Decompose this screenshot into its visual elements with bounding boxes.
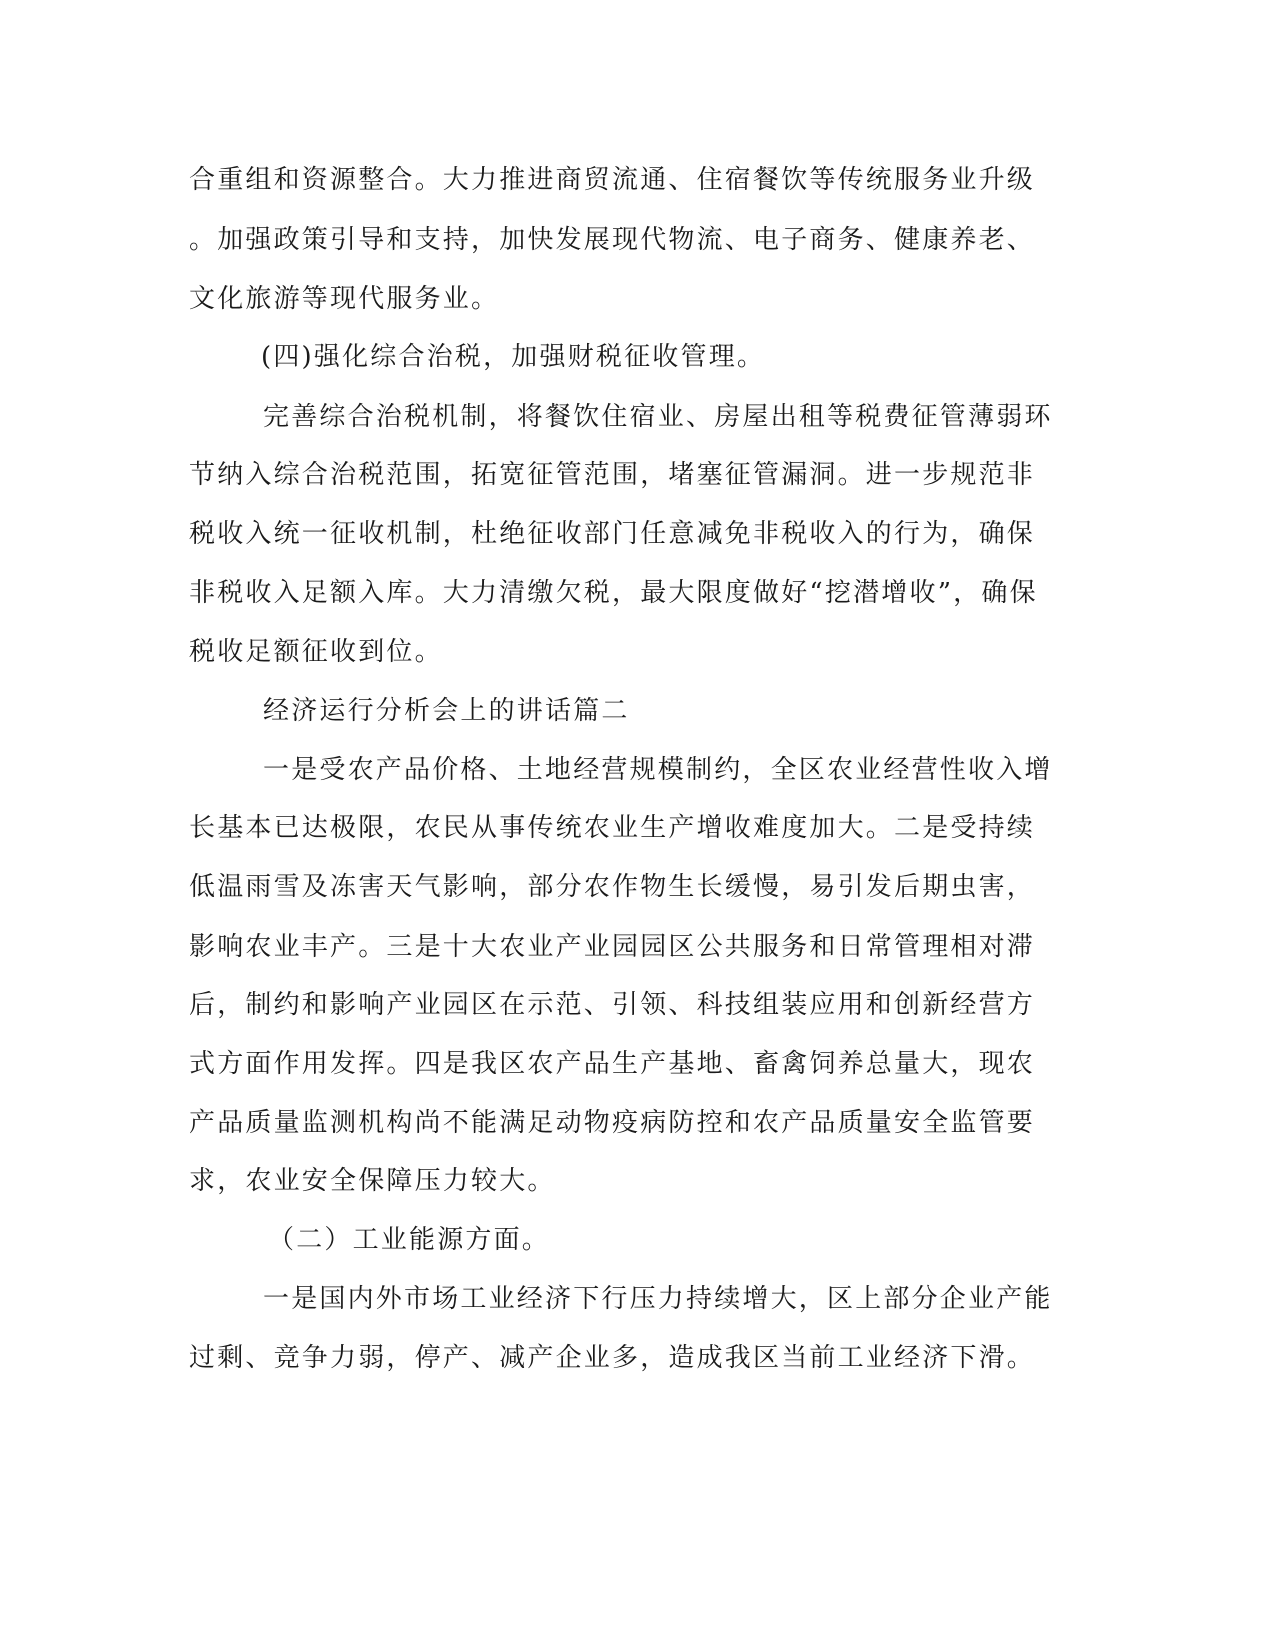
paragraph-line: 低温雨雪及冻害天气影响，部分农作物生长缓慢，易引发后期虫害， <box>189 872 1036 902</box>
paragraph-line: 一是国内外市场工业经济下行压力持续增大，区上部分企业产能 <box>263 1284 1053 1314</box>
paragraph-line: 求，农业安全保障压力较大。 <box>189 1166 556 1196</box>
paragraph-line: 合重组和资源整合。大力推进商贸流通、住宿餐饮等传统服务业升级 <box>189 165 1036 195</box>
paragraph-line: 后，制约和影响产业园区在示范、引领、科技组装应用和创新经营方 <box>189 990 1036 1020</box>
paragraph-line: 税收入统一征收机制，杜绝征收部门任意减免非税收入的行为，确保 <box>189 519 1036 549</box>
paragraph-line: 影响农业丰产。三是十大农业产业园园区公共服务和日常管理相对滞 <box>189 932 1036 962</box>
paragraph-line: 税收足额征收到位。 <box>189 637 443 667</box>
paragraph-line: 产品质量监测机构尚不能满足动物疫病防控和农产品质量安全监管要 <box>189 1108 1036 1138</box>
section-heading: （二）工业能源方面。 <box>268 1225 551 1255</box>
paragraph-line: 过剩、竞争力弱，停产、减产企业多，造成我区当前工业经济下滑。 <box>189 1343 1036 1373</box>
article-title: 经济运行分析会上的讲话篇二 <box>263 696 630 726</box>
paragraph-line: 文化旅游等现代服务业。 <box>189 284 500 314</box>
paragraph-line: 一是受农产品价格、土地经营规模制约，全区农业经营性收入增 <box>263 755 1053 785</box>
paragraph-line: 式方面作用发挥。四是我区农产品生产基地、畜禽饲养总量大，现农 <box>189 1049 1036 1079</box>
paragraph-line: 非税收入足额入库。大力清缴欠税，最大限度做好“挖潜增收”，确保 <box>189 578 1038 608</box>
section-heading: (四)强化综合治税，加强财税征收管理。 <box>261 342 766 372</box>
paragraph-line: 。加强政策引导和支持，加快发展现代物流、电子商务、健康养老、 <box>189 225 1036 255</box>
paragraph-line: 节纳入综合治税范围，拓宽征管范围，堵塞征管漏洞。进一步规范非 <box>189 460 1036 490</box>
paragraph-line: 长基本已达极限，农民从事传统农业生产增收难度加大。二是受持续 <box>189 813 1036 843</box>
paragraph-line: 完善综合治税机制，将餐饮住宿业、房屋出租等税费征管薄弱环 <box>263 402 1053 432</box>
